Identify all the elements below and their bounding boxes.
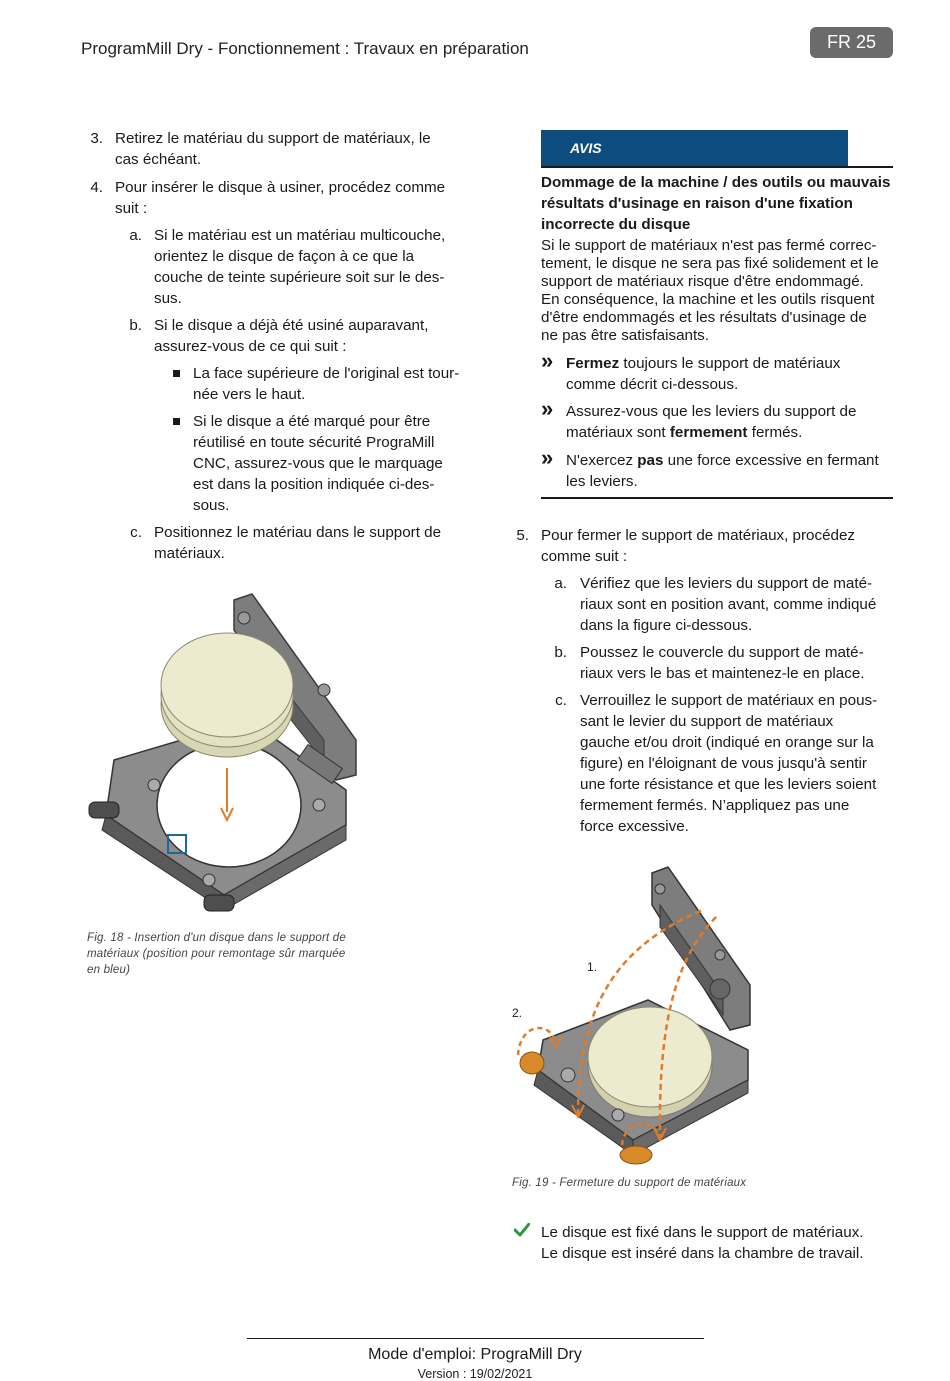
step-text: comme suit :	[541, 548, 628, 565]
notice-label: AVIS	[541, 130, 848, 167]
header-title: ProgramMill Dry - Fonctionnement : Travaux en préparation	[81, 39, 529, 58]
substep-text: Vérifiez que les leviers du support de maté-	[580, 575, 873, 592]
substep-letter: b.	[554, 644, 567, 661]
bullet-text: est dans la position indiquée ci-des-	[193, 476, 435, 493]
notice-body: ne pas être satisfaisants.	[541, 327, 709, 344]
footer-rule	[247, 1338, 704, 1339]
substep-text: sus.	[154, 290, 182, 307]
step-text: Pour fermer le support de matériaux, procédez	[541, 527, 856, 544]
substep-text: orientez le disque de façon à ce que la	[154, 248, 415, 265]
notice-title: Dommage de la machine / des outils ou mauvais	[541, 174, 891, 191]
notice-item: Fermez toujours le support de matériaux	[566, 355, 841, 372]
substep-text: riaux vers le bas et maintenez-le en place.	[580, 665, 865, 682]
bullet-text: sous.	[193, 497, 230, 514]
substep-text: force excessive.	[580, 818, 689, 835]
substep-text: Si le disque a déjà été usiné auparavant,	[154, 317, 429, 334]
bullet-text: Si le disque a été marqué pour être	[193, 413, 431, 430]
substep-text: une forte résistance et que les leviers soient	[580, 776, 877, 793]
notice-title: incorrecte du disque	[541, 216, 691, 233]
substep-letter: c.	[555, 692, 567, 709]
substep-text: Verrouillez le support de matériaux en pous-	[580, 692, 878, 709]
bullet-text: née vers le haut.	[193, 386, 306, 403]
bullet-marker: »	[541, 396, 554, 421]
substep-text: couche de teinte supérieure soit sur le des-	[154, 269, 445, 286]
figure-caption: Fig. 19 - Fermeture du support de matériaux	[512, 1177, 747, 1189]
figure-caption: matériaux (position pour remontage sûr marquée	[87, 948, 346, 960]
step-text: Retirez le matériau du support de matériaux, le	[115, 130, 431, 147]
substep-text: Si le matériau est un matériau multicouche,	[154, 227, 446, 244]
figure-label-2: 2.	[512, 1006, 523, 1020]
bullet-marker: »	[541, 445, 554, 470]
notice-item: comme décrit ci-dessous.	[566, 376, 739, 393]
result-text: Le disque est inséré dans la chambre de travail.	[541, 1245, 864, 1262]
substep-text: matériaux.	[154, 545, 225, 562]
substep-text: Poussez le couvercle du support de maté-	[580, 644, 864, 661]
step-text: cas échéant.	[115, 151, 202, 168]
substep-text: dans la figure ci-dessous.	[580, 617, 753, 634]
holder-closing-figure	[508, 865, 758, 1165]
square-bullet	[173, 370, 180, 377]
bullet-text: CNC, assurez-vous que le marquage	[193, 455, 443, 472]
disc-insertion-figure	[84, 590, 364, 925]
figure-caption: en bleu)	[87, 964, 131, 976]
step-number: 5.	[516, 527, 529, 544]
square-bullet	[173, 418, 180, 425]
step-text: Pour insérer le disque à usiner, procédez comme	[115, 179, 446, 196]
result-text: Le disque est fixé dans le support de matériaux.	[541, 1224, 864, 1241]
notice-bottom-rule	[541, 497, 893, 499]
page-number-badge: FR 25	[810, 27, 893, 58]
footer-title: Mode d'emploi: PrograMill Dry	[368, 1346, 582, 1363]
notice-top-rule	[541, 166, 893, 168]
substep-letter: a.	[554, 575, 567, 592]
substep-text: assurez-vous de ce qui suit :	[154, 338, 347, 355]
notice-item: les leviers.	[566, 473, 638, 490]
notice-body: support de matériaux risque d'être endommagé.	[541, 273, 864, 290]
notice-body: d'être endommagés et les résultats d'usinage de	[541, 309, 867, 326]
notice-title: résultats d'usinage en raison d'une fixation	[541, 195, 853, 212]
check-icon	[514, 1223, 530, 1237]
notice-body: Si le support de matériaux n'est pas fermé correc-	[541, 237, 877, 254]
notice-body: En conséquence, la machine et les outils risquent	[541, 291, 875, 308]
figure-caption: Fig. 18 - Insertion d'un disque dans le support de	[87, 932, 346, 944]
footer-version: Version : 19/02/2021	[417, 1367, 533, 1381]
notice-item: matériaux sont fermement fermés.	[566, 424, 803, 441]
substep-letter: c.	[130, 524, 142, 541]
step-number: 3.	[90, 130, 103, 147]
notice-body: tement, le disque ne sera pas fixé solidement et le	[541, 255, 879, 272]
notice-item: Assurez-vous que les leviers du support de	[566, 403, 857, 420]
step-text: suit :	[115, 200, 148, 217]
substep-text: riaux sont en position avant, comme indiqué	[580, 596, 877, 613]
substep-text: sant le levier du support de matériaux	[580, 713, 834, 730]
substep-letter: a.	[129, 227, 142, 244]
substep-text: fermement fermés. N’appliquez pas une	[580, 797, 850, 814]
step-number: 4.	[90, 179, 103, 196]
figure-label-1: 1.	[587, 960, 598, 974]
bullet-text: La face supérieure de l'original est tour-	[193, 365, 460, 382]
substep-text: Positionnez le matériau dans le support de	[154, 524, 442, 541]
substep-text: figure) en l'éloignant de vous jusqu'à sentir	[580, 755, 867, 772]
substep-letter: b.	[129, 317, 142, 334]
bullet-marker: »	[541, 348, 554, 373]
bullet-text: réutilisé en toute sécurité PrograMill	[193, 434, 435, 451]
notice-item: N'exercez pas une force excessive en fermant	[566, 452, 879, 469]
substep-text: gauche et/ou droit (indiqué en orange sur la	[580, 734, 874, 751]
